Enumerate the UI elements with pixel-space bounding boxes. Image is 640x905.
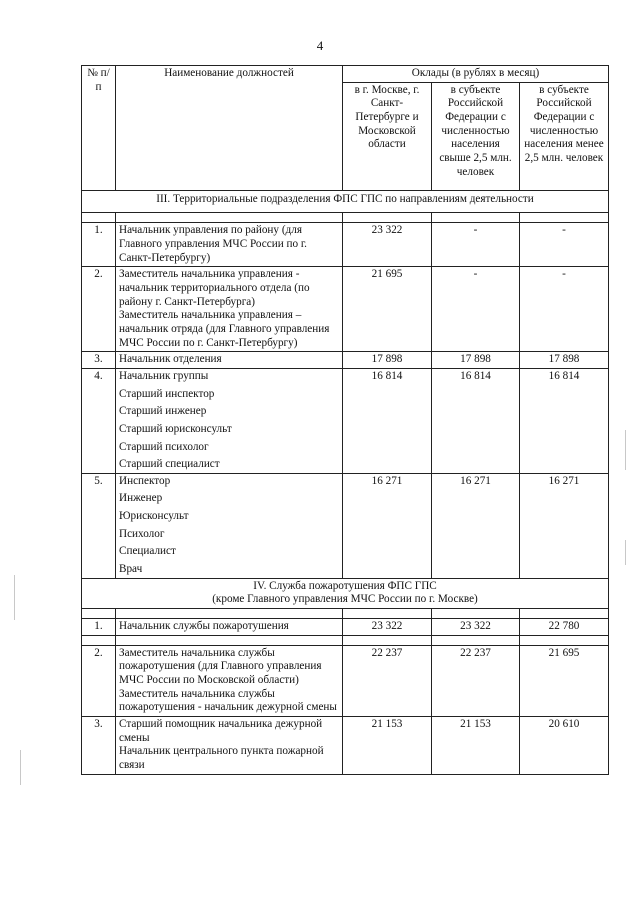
- header-col-no: № п/п: [82, 66, 116, 191]
- salary-subject-over: 17 898: [432, 352, 520, 369]
- salary-subject-under: 16 271: [520, 473, 609, 578]
- spacer-row: [82, 609, 609, 619]
- table-row: [82, 352, 609, 369]
- salary-moscow: 17 898: [343, 352, 432, 369]
- position-line: Старший психолог: [119, 440, 209, 453]
- scan-edge-line: [20, 750, 21, 785]
- position-line: Инспектор: [119, 474, 171, 487]
- page-number: 4: [316, 38, 324, 53]
- section-heading-row: [82, 190, 609, 213]
- position-line: Психолог: [119, 527, 165, 540]
- salary-subject-under: 16 814: [520, 368, 609, 473]
- position-line: Заместитель начальника управления – начальник отряда (для Главного управления МЧС России по г. Санкт-Петербургу): [119, 309, 330, 349]
- position-line: Заместитель начальника управления - начальник территориального отдела (по району г. Санкт-Петербурга): [119, 268, 310, 308]
- header-col-name: Наименование должностей: [116, 66, 343, 191]
- position-name: [116, 473, 343, 578]
- position-line: Начальник управления по району (для Главного управления МЧС России по г. Санкт-Петербургу): [119, 224, 307, 264]
- position-line: Начальник отделения: [119, 353, 222, 366]
- table-row: [82, 267, 609, 352]
- salary-subject-over: 21 153: [432, 717, 520, 775]
- position-line: Начальник центрального пункта пожарной связи: [119, 745, 324, 771]
- table-row: [82, 368, 609, 473]
- salary-moscow: 16 814: [343, 368, 432, 473]
- row-number: 1.: [82, 619, 116, 636]
- row-number: 2.: [82, 267, 116, 352]
- salary-subject-under: -: [520, 223, 609, 267]
- salary-moscow: 21 153: [343, 717, 432, 775]
- table-row: [82, 645, 609, 716]
- salary-subject-over: 22 237: [432, 645, 520, 716]
- position-name: [116, 368, 343, 473]
- row-number: 1.: [82, 223, 116, 267]
- header-sub-subject-over: в субъекте Российской Федерации с численностью населения свыше 2,5 млн. человек: [432, 82, 520, 190]
- position-line: Старший инспектор: [119, 387, 215, 400]
- salary-moscow: 16 271: [343, 473, 432, 578]
- header-sub-moscow: в г. Москве, г. Санкт-Петербурге и Московской области: [343, 82, 432, 190]
- section-3-title: III. Территориальные подразделения ФПС ГПС по направлениям деятельности: [82, 190, 609, 213]
- table-row: [82, 717, 609, 775]
- salary-subject-under: -: [520, 267, 609, 352]
- position-line: Начальник службы пожаротушения: [119, 620, 289, 633]
- position-name: [116, 717, 343, 775]
- position-name: [116, 352, 343, 369]
- salary-moscow: 22 237: [343, 645, 432, 716]
- header-row: [82, 66, 609, 83]
- position-name: [116, 645, 343, 716]
- row-number: 3.: [82, 352, 116, 369]
- table-row: [82, 473, 609, 578]
- position-line: Старший помощник начальника дежурной смены: [119, 718, 323, 744]
- salary-subject-over: -: [432, 267, 520, 352]
- position-line: Старший инженер: [119, 405, 207, 418]
- salary-moscow: 23 322: [343, 223, 432, 267]
- position-name: [116, 267, 343, 352]
- salary-moscow: 21 695: [343, 267, 432, 352]
- position-line: Заместитель начальника службы пожаротушения (для Главного управления МЧС России по Московской области): [119, 646, 322, 687]
- row-number: 3.: [82, 717, 116, 775]
- salary-subject-under: 17 898: [520, 352, 609, 369]
- position-line: Старший специалист: [119, 458, 220, 471]
- position-line: Специалист: [119, 545, 176, 558]
- scan-edge-line: [625, 430, 626, 470]
- salary-moscow: 23 322: [343, 619, 432, 636]
- position-line: Врач: [119, 563, 143, 576]
- position-name: [116, 223, 343, 267]
- position-line: Инженер: [119, 492, 163, 505]
- section-heading-row: [82, 578, 609, 608]
- table-row: [82, 223, 609, 267]
- salary-subject-under: 21 695: [520, 645, 609, 716]
- row-number: 4.: [82, 368, 116, 473]
- salary-subject-under: 22 780: [520, 619, 609, 636]
- header-col-salaries: Оклады (в рублях в месяц): [343, 66, 609, 83]
- row-number: 2.: [82, 645, 116, 716]
- table-row: [82, 619, 609, 636]
- section-4-title-line: (кроме Главного управления МЧС России по г. Москве): [212, 593, 478, 606]
- row-number: 5.: [82, 473, 116, 578]
- salary-table: [81, 65, 609, 775]
- header-sub-subject-under: в субъекте Российской Федерации с численностью населения менее 2,5 млн. человек: [520, 82, 609, 190]
- salary-subject-over: 23 322: [432, 619, 520, 636]
- spacer-row: [82, 213, 609, 223]
- salary-subject-over: 16 814: [432, 368, 520, 473]
- position-line: Юрисконсульт: [119, 510, 189, 523]
- salary-subject-over: -: [432, 223, 520, 267]
- position-line: Начальник группы: [119, 369, 209, 382]
- position-name: [116, 619, 343, 636]
- scan-edge-line: [625, 540, 626, 565]
- salary-subject-over: 16 271: [432, 473, 520, 578]
- spacer-row: [82, 635, 609, 645]
- section-4-title-line: IV. Служба пожаротушения ФПС ГПС: [253, 579, 437, 592]
- position-line: Старший юрисконсульт: [119, 422, 232, 435]
- salary-subject-under: 20 610: [520, 717, 609, 775]
- position-line: Заместитель начальника службы пожаротушения - начальник дежурной смены: [119, 687, 337, 714]
- scan-edge-line: [14, 575, 15, 620]
- section-4-title: [82, 578, 609, 608]
